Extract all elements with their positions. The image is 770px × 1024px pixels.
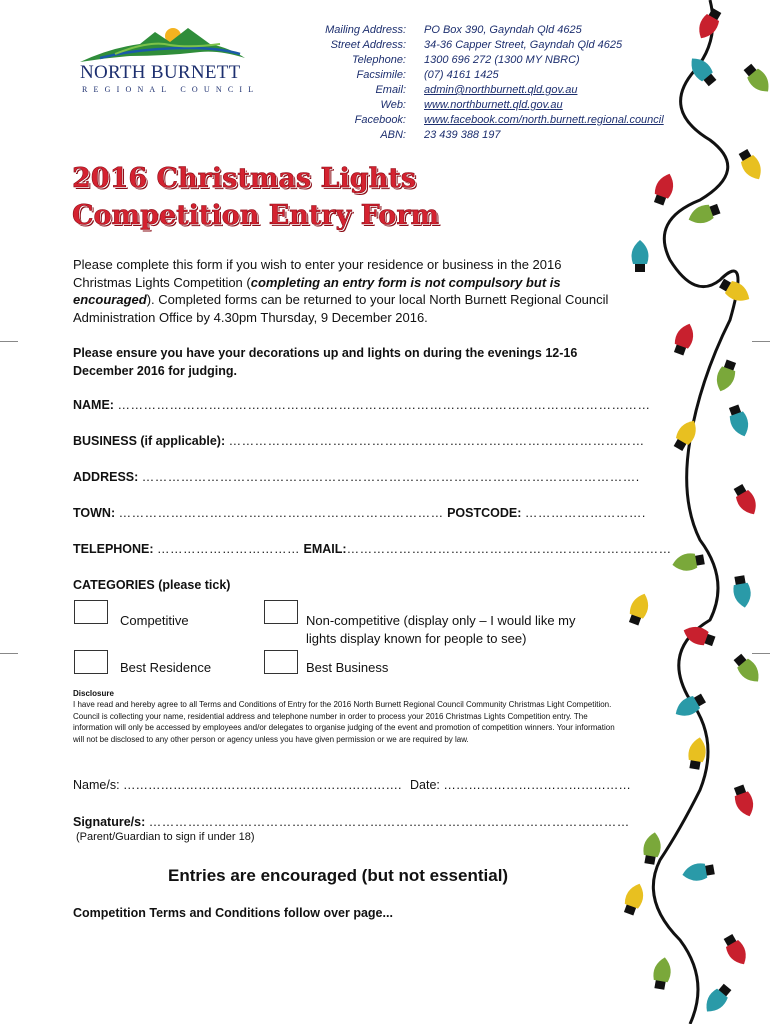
light-bulb-icon	[731, 482, 762, 518]
intro-text: ). Completed forms can be returned to your local North Burnett Regional Council Administration Office by 4.30pm Thursday, 9 December 2016.	[73, 292, 609, 325]
light-bulb-icon	[701, 981, 735, 1016]
contact-label: Telephone:	[351, 54, 406, 66]
address-line: …………………………………………………………………………………………………….	[141, 470, 640, 484]
town-line: …………………………………………………………………	[118, 506, 444, 520]
contact-value: 34-36 Capper Street, Gayndah Qld 4625	[424, 39, 623, 51]
light-bulb-icon	[651, 956, 673, 990]
non-competitive-label: Non-competitive (display only – I would like my lights display known for people to see)	[306, 613, 576, 646]
light-bulb-icon	[731, 651, 765, 686]
bulb-socket	[635, 263, 645, 272]
postcode-label: POSTCODE:	[447, 506, 522, 520]
best-residence-checkbox[interactable]	[74, 650, 108, 674]
contact-label: Web:	[380, 99, 406, 111]
address-label: ADDRESS:	[73, 470, 139, 484]
encourage-heading: Entries are encouraged (but not essential)	[168, 866, 509, 885]
email-line: …………………………………………………………………	[346, 542, 672, 556]
name-label: NAME:	[73, 398, 114, 412]
contact-label: Facebook:	[354, 114, 406, 126]
disclosure-heading: Disclosure	[73, 689, 114, 698]
light-bulb-icon	[632, 240, 649, 272]
light-bulb-icon	[686, 736, 708, 770]
contact-value: 1300 696 272 (1300 MY NBRC)	[424, 54, 580, 66]
intro-emphasis: completing an entry form is not compulsory but is encouraged	[73, 274, 561, 307]
light-bulb-icon	[671, 551, 705, 573]
date-line: ………………………………………	[443, 778, 631, 792]
bulb-glass	[642, 831, 663, 858]
facebook-link[interactable]: www.facebook.com/north.burnett.regional.council	[424, 114, 664, 126]
light-bulb-icon	[731, 575, 753, 609]
best-business-checkbox[interactable]	[264, 650, 298, 674]
light-bulb-icon	[681, 861, 715, 883]
logo-subtitle: REGIONAL COUNCIL	[82, 85, 260, 94]
non-competitive-checkbox[interactable]	[264, 600, 298, 624]
light-bulb-icon	[626, 591, 653, 627]
intro-paragraph	[73, 256, 618, 326]
date-field[interactable]	[410, 778, 631, 792]
contact-value: (07) 4161 1425	[424, 69, 499, 81]
light-bulb-icon	[741, 61, 770, 96]
page-title-line1: 2016 Christmas Lights	[72, 163, 416, 194]
contact-value: PO Box 390, Gayndah Qld 4625	[424, 24, 582, 36]
contact-label: Mailing Address:	[325, 24, 406, 36]
names-line: ………………………………………………………….	[123, 778, 402, 792]
bulb-glass	[732, 582, 753, 609]
web-link[interactable]: www.northburnett.qld.gov.au	[424, 99, 563, 111]
categories-heading: CATEGORIES (please tick)	[73, 578, 231, 592]
guardian-note: (Parent/Guardian to sign if under 18)	[76, 831, 255, 843]
contact-label: ABN:	[380, 129, 406, 141]
bulb-glass	[687, 736, 708, 763]
contact-label: Street Address:	[330, 39, 406, 51]
light-bulb-icon	[621, 881, 648, 917]
competitive-label: Competitive	[120, 613, 189, 628]
light-bulb-icon	[712, 358, 739, 394]
email-label: EMAIL:	[303, 542, 347, 556]
disclosure-text: I have read and hereby agree to all Terms and Conditions of Entry for the 2016 North Burnett Regional Council Community Christmas Light Competition. Council is collecting your name, residential address and telephone number in order to process your 2016 Christmas Lights Competition entry. The information will only be accessed by employees and/or delegates to organise judging of the event and promotion of competition winners. Your information will not be disclosed to any other person or agency unless you have given permission or we are required by law.	[73, 700, 615, 744]
light-bulb-icon	[651, 171, 678, 207]
contact-label: Facsimile:	[356, 69, 406, 81]
intro-text: Please complete this form if you wish to enter your residence or business in the 2016 Christmas Lights Competition (	[73, 257, 562, 290]
email-link[interactable]: admin@northburnett.qld.gov.au	[424, 84, 578, 96]
light-bulb-icon	[736, 147, 767, 183]
mountain-logo-icon	[70, 18, 250, 68]
signature-label: Signature/s:	[73, 815, 146, 829]
names-label: Name/s:	[73, 778, 120, 792]
names-date-field[interactable]	[73, 778, 402, 792]
judging-notice: Please ensure you have your decorations up and lights on during the evenings 12-16 December 2016 for judging.	[73, 346, 578, 378]
best-business-label: Best Business	[306, 660, 389, 675]
bulb-glass	[652, 956, 673, 983]
town-label: TOWN:	[73, 506, 116, 520]
name-line: ……………………………………………………………………………………………………………	[117, 398, 651, 412]
light-bulb-icon	[731, 783, 758, 819]
address-field[interactable]	[73, 470, 640, 484]
postcode-line: ……………………….	[524, 506, 646, 520]
contact-label: Email:	[375, 84, 406, 96]
business-line: ……………………………………………………………………………………	[228, 434, 645, 448]
signature-line: …………………………………………………………………………………………………	[148, 815, 630, 829]
telephone-line: ……………………………	[157, 542, 301, 556]
telephone-label: TELEPHONE:	[73, 542, 154, 556]
telephone-email-field[interactable]	[73, 542, 672, 556]
competitive-checkbox[interactable]	[74, 600, 108, 624]
business-field[interactable]	[73, 434, 645, 448]
light-bulb-icon	[726, 403, 753, 439]
town-postcode-field[interactable]	[73, 506, 646, 520]
terms-note: Competition Terms and Conditions follow over page...	[73, 906, 393, 920]
light-bulb-icon	[721, 932, 752, 968]
page-mark	[0, 653, 18, 654]
light-bulb-icon	[672, 691, 708, 722]
light-bulb-icon	[671, 321, 698, 357]
business-label: BUSINESS (if applicable):	[73, 434, 226, 448]
logo-name: NORTH BURNETT	[80, 62, 241, 83]
signature-field[interactable]	[73, 815, 630, 829]
best-residence-label: Best Residence	[120, 660, 212, 675]
page-title-line2: Competition Entry Form	[72, 200, 440, 231]
bulb-glass	[671, 552, 698, 573]
contact-value: 23 439 388 197	[424, 129, 501, 141]
bulb-glass	[632, 240, 649, 264]
name-field[interactable]	[73, 398, 650, 412]
light-bulb-icon	[671, 417, 702, 453]
christmas-lights-decoration	[600, 0, 770, 1024]
bulb-glass	[681, 862, 708, 883]
date-label: Date:	[410, 778, 440, 792]
page-mark	[0, 341, 18, 342]
light-bulb-icon	[694, 6, 725, 42]
